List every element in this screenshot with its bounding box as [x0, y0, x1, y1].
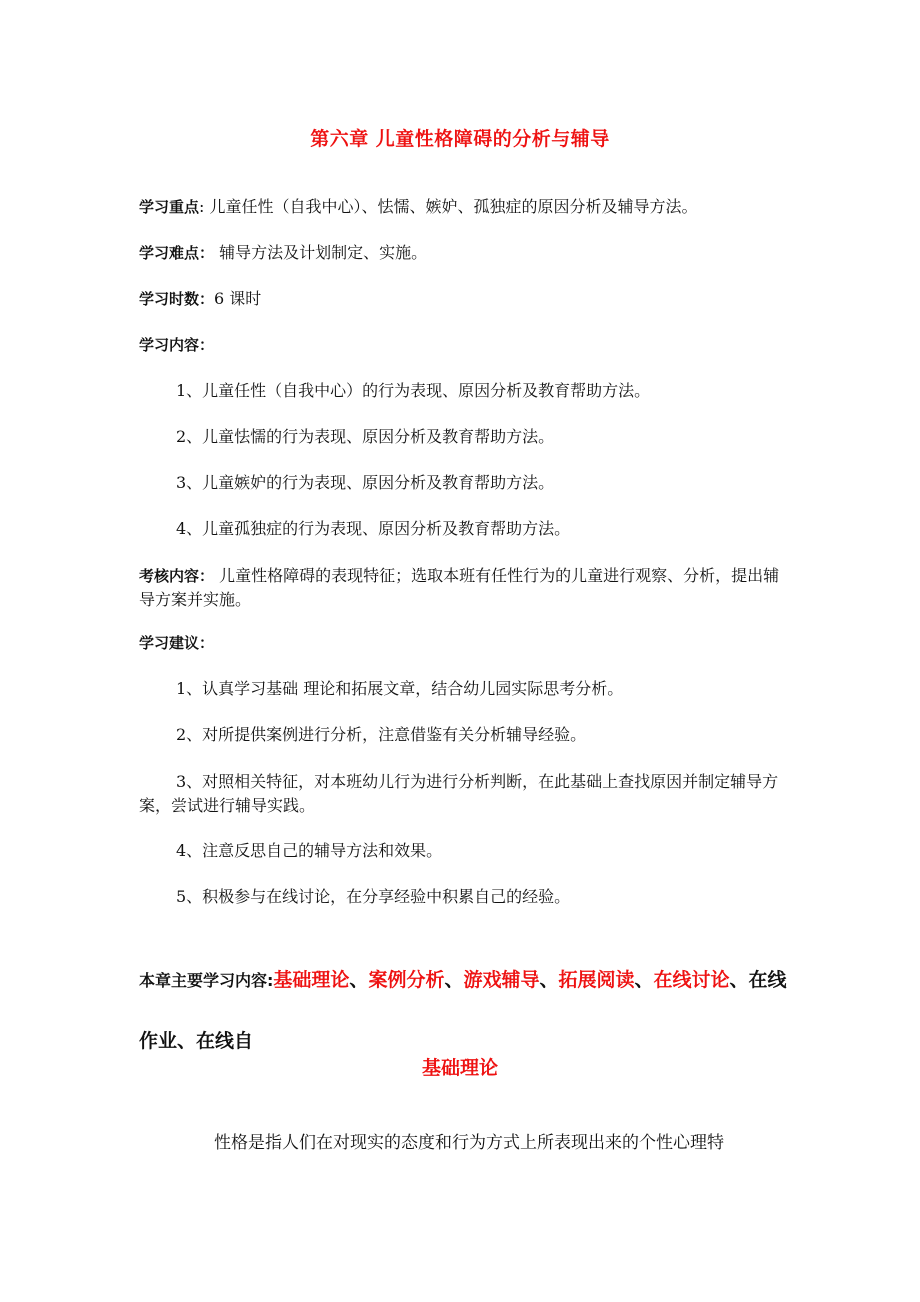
focus-line [139, 196, 789, 218]
chapter-title: 第六章 儿童性格障碍的分析与辅导 [310, 128, 610, 150]
difficulty-text: 辅导方法及计划制定、实施。 [214, 243, 428, 262]
summary-item-game-guidance: 游戏辅导 [463, 969, 540, 991]
assessment-block [139, 564, 791, 612]
focus-text: : 儿童任性（自我中心）、怯懦、嫉妒、孤独症的原因分析及辅导方法。 [199, 197, 698, 216]
content-item: 4、儿童孤独症的行为表现、原因分析及教育帮助方法。 [176, 519, 571, 538]
content-item: 1、儿童任性（自我中心）的行为表现、原因分析及教育帮助方法。 [176, 381, 651, 400]
content-heading [139, 334, 789, 356]
summary-separator: 、 [634, 969, 654, 991]
content-item: 3、儿童嫉妒的行为表现、原因分析及教育帮助方法。 [176, 473, 555, 492]
hours-label: 学习时数： [139, 290, 215, 308]
summary-lead: 本章主要学习内容: [139, 971, 274, 990]
body-paragraph: 性格是指人们在对现实的态度和行为方式上所表现出来的个性心理特 [214, 1133, 724, 1153]
suggestion-item: 5、积极参与在线讨论，在分享经验中积累自己的经验。 [176, 887, 571, 906]
summary-separator: 、 [539, 969, 559, 991]
hours-line [139, 288, 789, 310]
assessment-text: 儿童性格障碍的表现特征；选取本班有任性行为的儿童进行观察、分析，提出辅导方案并实施。 [139, 566, 780, 609]
suggestions-label: 学习建议： [139, 634, 215, 652]
assessment-label: 考核内容： [139, 567, 215, 585]
focus-label: 学习重点 [139, 198, 200, 216]
summary-tail: 、在线作业、在线自 [139, 969, 787, 1052]
suggestion-item: 3、对照相关特征，对本班幼儿行为进行分析判断，在此基础上查找原因并制定辅导方案，尝试进行辅导实践。 [139, 772, 779, 815]
summary-separator: 、 [444, 969, 464, 991]
summary-item-online-discussion: 在线讨论 [653, 969, 730, 991]
content-item: 2、儿童怯懦的行为表现、原因分析及教育帮助方法。 [176, 427, 555, 446]
suggestion-item: 1、认真学习基础 理论和拓展文章，结合幼儿园实际思考分析。 [176, 679, 624, 698]
suggestions-heading [139, 632, 789, 654]
suggestion-item: 4、注意反思自己的辅导方法和效果。 [176, 841, 443, 860]
difficulty-line [139, 242, 789, 264]
suggestion-item: 2、对所提供案例进行分析，注意借鉴有关分析辅导经验。 [176, 725, 587, 744]
summary-item-basic-theory: 基础理论 [273, 969, 350, 991]
hours-text: 6 课时 [214, 289, 262, 308]
section-title: 基础理论 [421, 1057, 498, 1079]
summary-item-case-analysis: 案例分析 [368, 969, 445, 991]
content-label: 学习内容： [139, 336, 215, 354]
summary-separator: 、 [349, 969, 369, 991]
summary-item-extended-reading: 拓展阅读 [558, 969, 635, 991]
difficulty-label: 学习难点： [139, 244, 215, 262]
